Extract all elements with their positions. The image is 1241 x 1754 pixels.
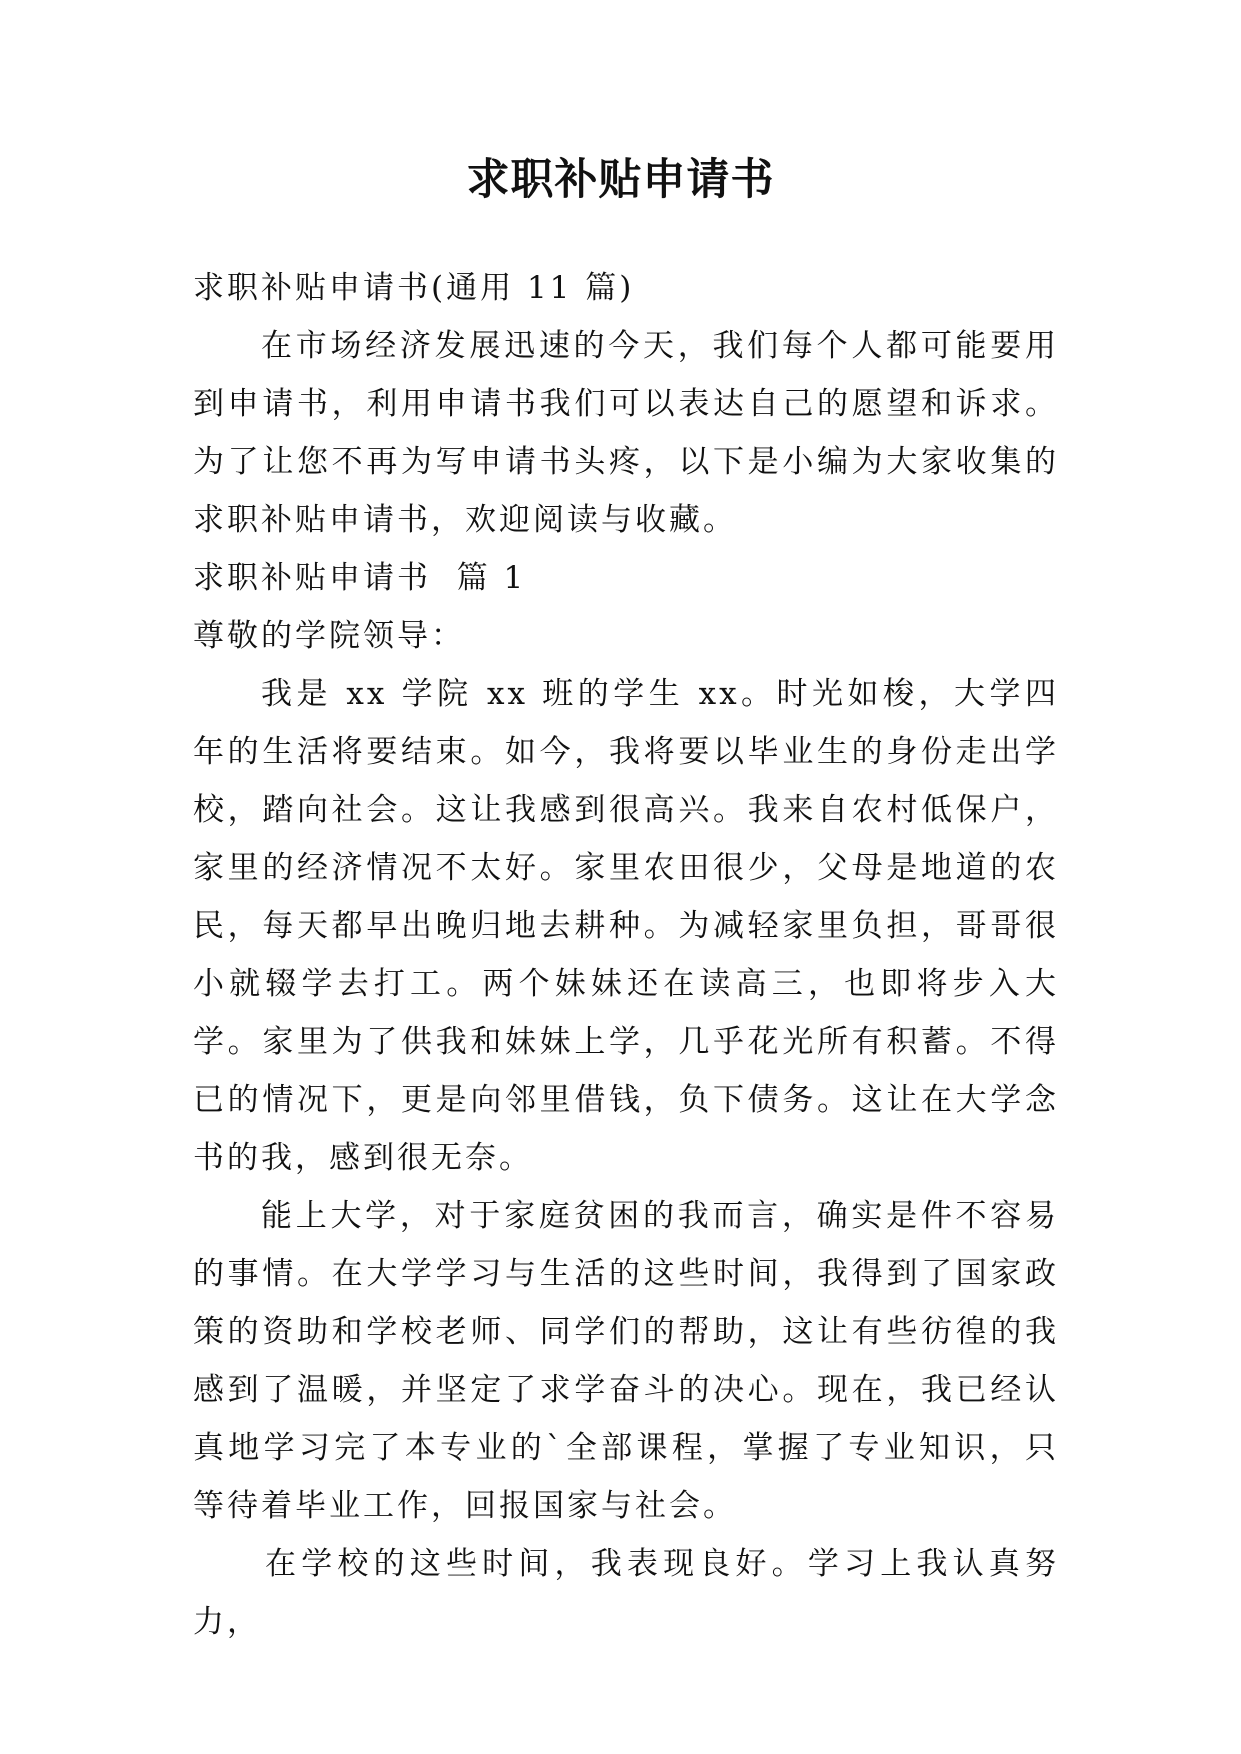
body-paragraph: 我是 xx 学院 xx 班的学生 xx。时光如梭，大学四年的生活将要结束。如今，我将要以毕业生的身份走出学校，踏向社会。这让我感到很高兴。我来自农村低保户，家里的经济情况不太好。家里农田很少，父母是地道的农民，每天都早出晚归地去耕种。为减轻家里负担，哥哥很小就辍学去打工。两个妹妹还在读高三，也即将步入大学。家里为了供我和妹妹上学，几乎花光所有积蓄。不得已的情况下，更是向邻里借钱，负下债务。这让在大学念书的我，感到很无奈。 <box>193 676 1059 1176</box>
document-title: 求职补贴申请书 <box>466 155 775 205</box>
body-paragraph: 在学校的这些时间，我表现良好。学习上我认真努力， <box>193 1546 1059 1640</box>
document-subtitle: 求职补贴申请书(通用 11 篇) <box>193 270 635 306</box>
body-paragraph: 能上大学，对于家庭贫困的我而言，确实是件不容易的事情。在大学学习与生活的这些时间，我得到了国家政策的资助和学校老师、同学们的帮助，这让有些彷徨的我感到了温暖，并坚定了求学奋斗的决心。现在，我已经认真地学习完了本专业的`全部课程，掌握了专业知识，只等待着毕业工作，回报国家与社会。 <box>193 1198 1059 1524</box>
salutation: 尊敬的学院领导： <box>193 618 465 654</box>
section-heading: 求职补贴申请书 篇 1 <box>193 560 527 596</box>
intro-paragraph: 在市场经济发展迅速的今天，我们每个人都可能要用到申请书，利用申请书我们可以表达自己的愿望和诉求。为了让您不再为写申请书头疼，以下是小编为大家收集的求职补贴申请书，欢迎阅读与收藏。 <box>193 328 1059 538</box>
document-body <box>193 259 1059 1651</box>
